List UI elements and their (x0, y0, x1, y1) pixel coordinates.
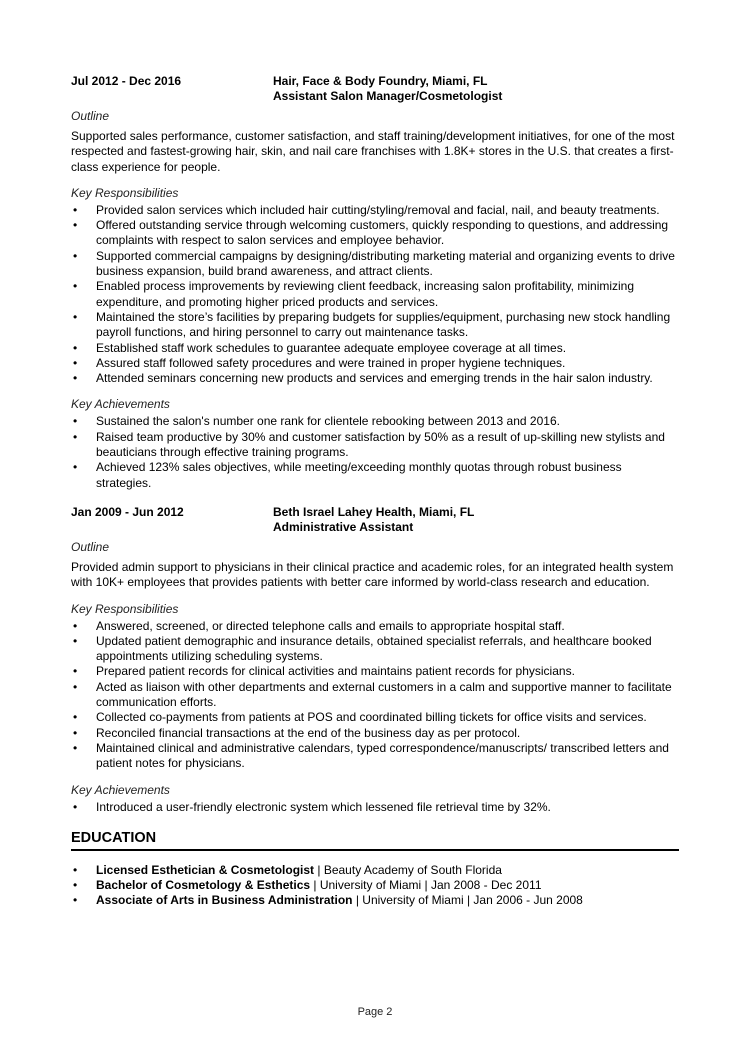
outline-text: Supported sales performance, customer satisfaction, and staff training/development initiatives, for one of the most respected and fastest-growing hair, skin, and nail care franchises with 1.8K+ stores in the U.S. that creates a first-class experience for people. (71, 129, 675, 174)
list-item: • Established staff work schedules to guarantee adequate employee coverage at all times. (71, 341, 679, 356)
education-item (71, 878, 679, 893)
degree-details: | University of Miami | Jan 2008 - Dec 2011 (310, 878, 542, 893)
list-item: • Offered outstanding service through welcoming customers, quickly responding to questions, and addressing complaints with respect to salon services and employee behavior. (71, 218, 679, 249)
list-item: • Provided salon services which included hair cutting/styling/removal and facial, nail, and beauty treatments. (71, 203, 679, 218)
responsibilities-label: Key Responsibilities (71, 185, 179, 200)
job-company: Beth Israel Lahey Health, Miami, FL (273, 504, 475, 519)
education-item (71, 863, 679, 878)
job-company: Hair, Face & Body Foundry, Miami, FL (273, 74, 488, 88)
list-item: • Enabled process improvements by reviewing client feedback, increasing salon profitability, minimizing expenditure, and promoting higher priced products and services. (71, 279, 679, 310)
job-title: Administrative Assistant (273, 519, 414, 534)
achievements-label: Key Achievements (71, 397, 170, 412)
list-item: • Raised team productive by 30% and customer satisfaction by 50% as a result of up-skilling new stylists and beauticians through effective training programs. (71, 430, 679, 461)
list-item: • Prepared patient records for clinical activities and maintains patient records for physicians. (71, 664, 679, 679)
job-title: Assistant Salon Manager/Cosmetologist (273, 89, 503, 103)
outline-label: Outline (71, 109, 110, 123)
list-item: • Introduced a user-friendly electronic system which lessened file retrieval time by 32%. (71, 800, 679, 815)
list-item: • Supported commercial campaigns by designing/distributing marketing material and organizing events to drive business expansion, build brand awareness, and attract clients. (71, 249, 679, 280)
degree-details: | Beauty Academy of South Florida (314, 862, 502, 877)
education-item (71, 893, 679, 908)
list-item: • Attended seminars concerning new products and services and emerging trends in the hair salon industry. (71, 371, 679, 386)
responsibilities-list (71, 619, 679, 772)
job-dates: Jul 2012 - Dec 2016 (71, 74, 182, 88)
list-item: • Collected co-payments from patients at POS and coordinated billing tickets for office visits and services. (71, 710, 679, 725)
degree-name: Associate of Arts in Business Administration (96, 893, 353, 908)
education-section (71, 829, 679, 909)
list-item: • Assured staff followed safety procedures and were trained in proper hygiene techniques. (71, 356, 679, 371)
achievements-label: Key Achievements (71, 782, 170, 797)
outline-text: Provided admin support to physicians in their clinical practice and academic roles, for an integrated health system with 10K+ employees that provides patients with better care informed by world-class research and education. (71, 559, 674, 590)
education-list (71, 863, 679, 909)
outline-label: Outline (71, 539, 110, 554)
job-dates: Jan 2009 - Jun 2012 (71, 504, 184, 519)
job-header (71, 74, 679, 104)
resume-page (71, 74, 679, 920)
responsibilities-list (71, 203, 679, 387)
list-item: • Reconciled financial transactions at the end of the business day as per protocol. (71, 726, 679, 741)
job-entry (71, 74, 679, 491)
list-item: • Maintained clinical and administrative calendars, typed correspondence/manuscripts/ transcribed letters and patient notes for physicians. (71, 741, 679, 772)
list-item: • Achieved 123% sales objectives, while meeting/exceeding monthly quotas through robust business strategies. (71, 460, 679, 491)
list-item: • Answered, screened, or directed telephone calls and emails to appropriate hospital staff. (71, 619, 679, 634)
list-item: • Sustained the salon's number one rank for clientele rebooking between 2013 and 2016. (71, 414, 679, 429)
degree-name: Bachelor of Cosmetology & Esthetics (96, 878, 311, 893)
degree-details: | University of Miami | Jan 2006 - Jun 2008 (352, 893, 583, 908)
section-heading: EDUCATION (71, 829, 679, 851)
degree-name: Licensed Esthetician & Cosmetologist (96, 862, 315, 877)
job-org-title (273, 505, 679, 535)
job-header (71, 505, 679, 535)
responsibilities-label: Key Responsibilities (71, 601, 179, 616)
list-item: • Updated patient demographic and insurance details, obtained specialist referrals, and healthcare booked appointments utilizing scheduling systems. (71, 634, 679, 665)
achievements-list (71, 414, 679, 490)
list-item: • Acted as liaison with other departments and external customers in a calm and supportive manner to facilitate communication efforts. (71, 680, 679, 711)
page-number: Page 2 (357, 1006, 393, 1018)
job-entry (71, 505, 679, 815)
job-org-title (273, 74, 679, 104)
list-item: • Maintained the store’s facilities by preparing budgets for supplies/equipment, purchasing new stock handling payroll functions, and hiring personnel to carry out maintenance tasks. (71, 310, 679, 341)
achievements-list (71, 800, 679, 815)
